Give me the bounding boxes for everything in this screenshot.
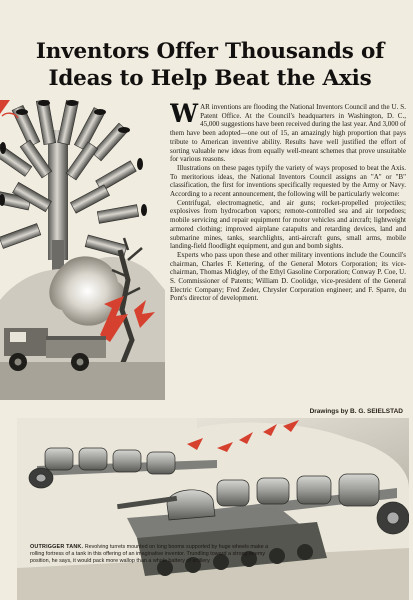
paragraph-3: Centrifugal, electromagnetic, and air guns; rocket-propelled projectiles; explosives from hydrocarbon vapors; remote-controlled sea and air torpedoes; mobile servicing and repair equipment for motor vehicles and aircraft; lightweight armored clothing; improved airplane catapults and retarding devices, land and submarine mines, tanks, searchlights, anti-aircraft guns, small arms, mobile landing-field floodlight equipment, and gun and bomb sights. [170,198,406,251]
figure-caption: OUTRIGGER TANK. Revolving turrets mounted on long booms supported by huge wheels make a rolling fortress of a tank in this offering of an imaginative inventor. Trundling toward a strong enemy position, he says, it would pack more wallop than a whole battery of artillery [30,544,269,564]
article-body [170,103,406,403]
illustration-left [0,100,165,400]
explosion-scene [0,238,165,400]
paragraph-2: Illustrations on these pages typify the variety of ways proposed to beat the Axis. To meritorious ideas, the National Inventors Council assigns an "A" or "B" classification, the first for inventions specifically requested by the Army or Navy. According to a recent announcement, the following will be particularly welcome: [170,163,406,199]
illustration-credit: Drawings by B. G. SEIELSTAD [309,408,403,415]
drop-cap: W [170,103,199,128]
paragraph-1: WAR inventions are flooding the National Inventors Council and the U. S. Patent Office. At the Council's headquarters in Washington, D. C., 45,000 suggestions have been received during the last year. And 3,000 of them have been adopted—one out of 15, an amazingly high proportion that pays tribute to American inventive ability. Results have well justified the effort of sorting valuable new ideas from equally well-meant schemes that prove unsuitable for various reasons. [170,103,406,164]
illustration-outrigger-tank [17,418,409,600]
pipe-cluster-device [0,100,147,280]
paragraph-4: Experts who pass upon these and other military inventions include the Council's chairman, Charles F. Kettering, of the General Motors Corporation; its vice-chairman, Thomas Midgley, of the Ethyl Gasoline Corporation; Conway P. Coe, U. S. Commissioner of Patents; William D. Coolidge, vice-president of the General Electric Company; Fred Zeder, Chrysler Corporation engineer; and F. Sparre, du Pont's director of development. [170,250,406,303]
article-headline: Inventors Offer Thousands of Ideas to Help Beat the Axis [35,39,385,91]
